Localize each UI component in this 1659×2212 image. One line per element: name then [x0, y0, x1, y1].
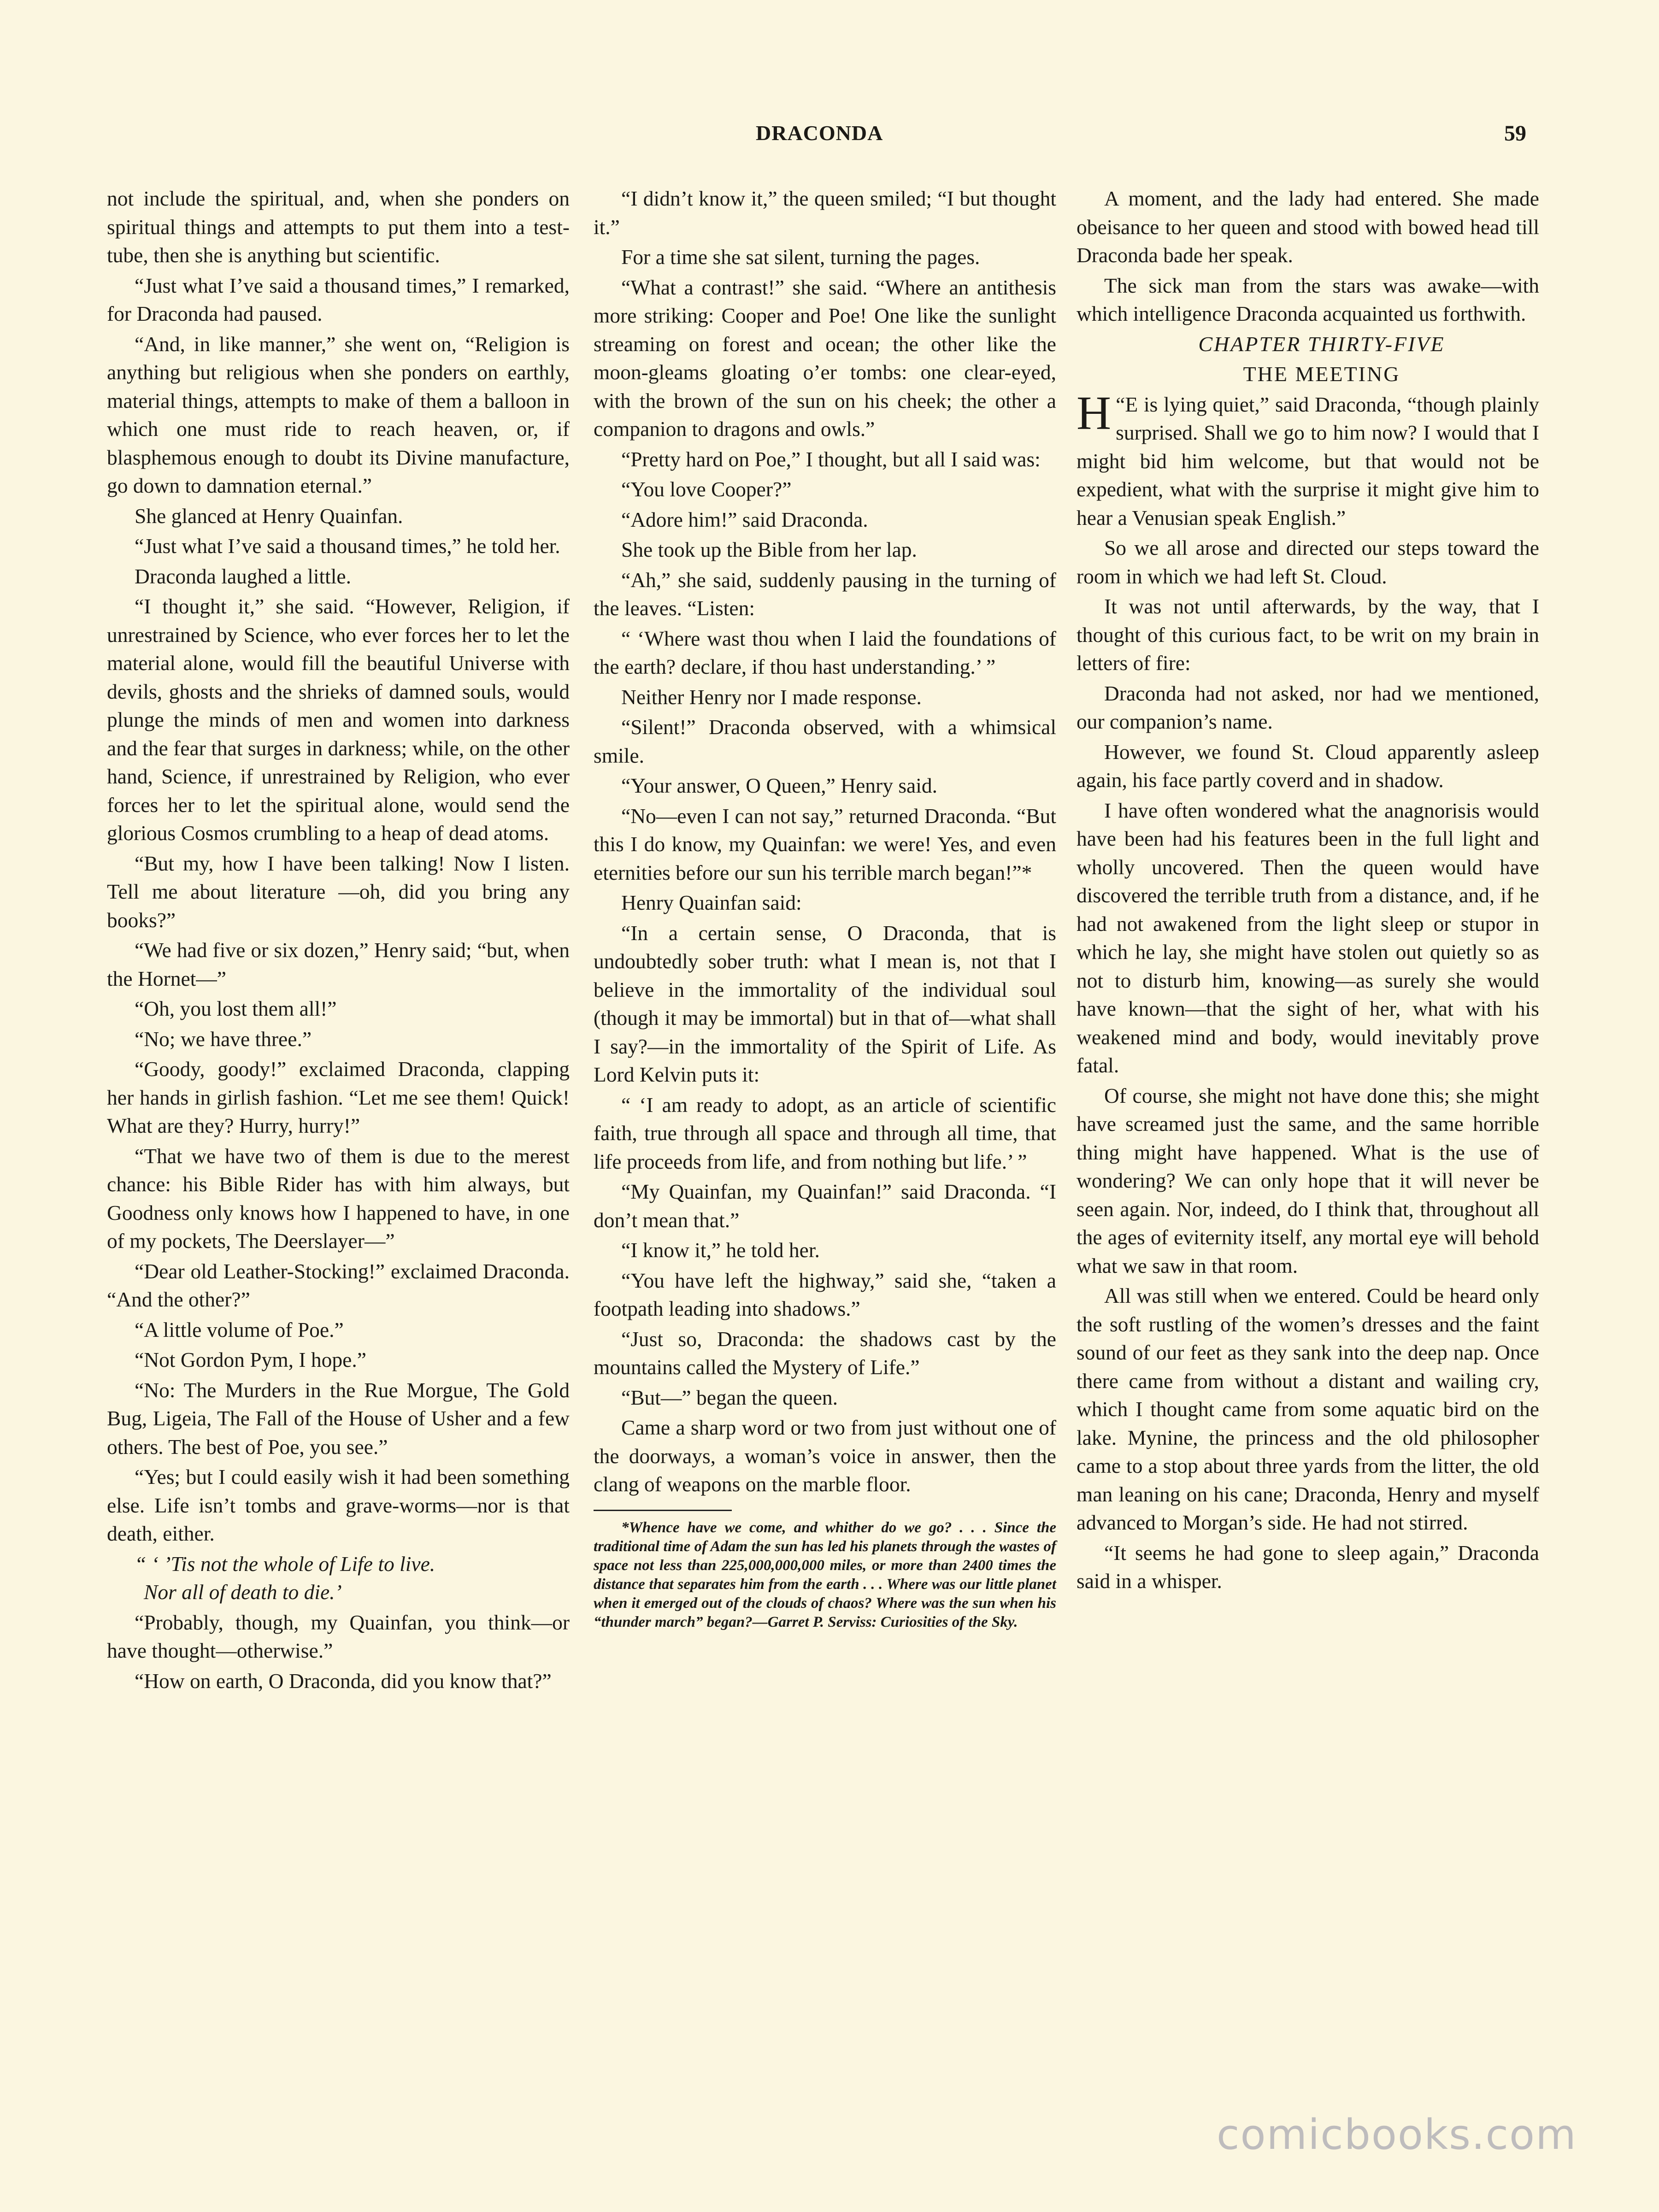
drop-cap: H — [1077, 386, 1112, 440]
paragraph: It was not until afterwards, by the way, that I thought of this curious fact, to be writ on my brain in letters of fire: — [1077, 594, 1539, 675]
paragraph: “We had five or six dozen,” Henry said; “but, when the Hornet—” — [107, 938, 570, 990]
chapter-opening-paragraph — [1077, 386, 1539, 532]
paragraph: “In a certain sense, O Draconda, that is undoubtedly sober truth: what I mean is, not that I believe in the immortality of the individual soul (though it may be immortal) but in that of—what shall I say?—in the immortality of the Spirit of Life. As Lord Kelvin puts it: — [594, 921, 1056, 1086]
paragraph: “It seems he had gone to sleep again,” Draconda said in a whisper. — [1077, 1541, 1539, 1593]
paragraph: “Probably, though, my Quainfan, you think—or have thought—otherwise.” — [107, 1610, 570, 1662]
running-title: DRACONDA — [756, 121, 883, 145]
paragraph: Neither Henry nor I made response. — [621, 685, 922, 709]
paragraph: “Goody, goody!” exclaimed Draconda, clapping her hands in girlish fashion. “Let me see them! Quick! What are they? Hurry, hurry!” — [107, 1057, 570, 1137]
opening-quote: “ — [1116, 392, 1125, 416]
paragraph: “Your answer, O Queen,” Henry said. — [621, 774, 937, 797]
page-number: 59 — [1504, 121, 1526, 146]
paragraph: Henry Quainfan said: — [621, 891, 802, 914]
paragraph: “Just what I’ve said a thousand times,” he told her. — [135, 534, 560, 558]
paragraph: “My Quainfan, my Quainfan!” said Draconda. “I don’t mean that.” — [594, 1180, 1056, 1232]
paragraph: Draconda had not asked, nor had we mentioned, our companion’s name. — [1077, 681, 1539, 733]
chapter-heading: CHAPTER THIRTY-FIVE — [1198, 332, 1445, 356]
paragraph: All was still when we entered. Could be heard only the soft rustling of the women’s dresses and the faint sound of our feet as they sank into the deep nap. Once there came from without a distant and wailing cry, which I thought came from some aquatic bird on the lake. Mynine, the princess and the old philosopher came to a stop about three yards from the litter, the old man leaning on his cane; Draconda, Henry and myself advanced to Morgan’s side. He had not stirred. — [1077, 1284, 1539, 1534]
paragraph: “No; we have three.” — [135, 1027, 312, 1051]
paragraph: “Just so, Draconda: the shadows cast by the mountains called the Mystery of Life.” — [594, 1327, 1056, 1379]
footnote: *Whence have we come, and whither do we go? . . . Since the traditional time of Adam the sun has led his planets through the wastes of space not less than 225,000,000,000 miles, or more than 2400 times the distance that separates him from the earth . . . Where was our little planet when it emerged out of the clouds of chaos? Where was the sun when his “thunder march” began?—Garret P. Serviss: Curiosities of the Sky. — [594, 1519, 1056, 1630]
paragraph: “How on earth, O Draconda, did you know that?” — [135, 1669, 552, 1693]
paragraph: For a time she sat silent, turning the pages. — [621, 245, 980, 269]
opening-text: E is lying quiet,” said Draconda, “though plainly surprised. Shall we go to him now? I would that I might bid him welcome, but that would not be expedient, what with the surprise it might give him to hear a Venusian speak English.” — [1077, 392, 1539, 529]
paragraph: “Dear old Leather-Stocking!” exclaimed Draconda. “And the other?” — [107, 1259, 570, 1311]
paragraph: “No: The Murders in the Rue Morgue, The Gold Bug, Ligeia, The Fall of the House of Usher and a few others. The best of Poe, you see.” — [107, 1378, 570, 1459]
paragraph: So we all arose and directed our steps toward the room in which we had left St. Cloud. — [1077, 536, 1539, 588]
paragraph: However, we found St. Cloud apparently asleep again, his face partly coverd and in shadow. — [1077, 740, 1539, 792]
paragraph: “But—” began the queen. — [621, 1385, 838, 1409]
paragraph: “I didn’t know it,” the queen smiled; “I but thought it.” — [594, 187, 1056, 239]
paragraph: “Pretty hard on Poe,” I thought, but all I said was: — [621, 447, 1041, 471]
paragraph: “I thought it,” she said. “However, Religion, if unrestrained by Science, who ever forces her to let the material alone, would fill the beautiful Universe with devils, ghosts and the shrieks of damned souls, would plunge the minds of men and women into darkness and the fear that surges in darkness; while, on the other hand, Science, if unrestrained by Religion, who ever forces her to let the spiritual alone, would send the glorious Cosmos crumbling to a heap of dead atoms. — [107, 594, 570, 845]
paragraph: “A little volume of Poe.” — [135, 1318, 344, 1341]
paragraph: “Ah,” she said, suddenly pausing in the turning of the leaves. “Listen: — [594, 568, 1056, 620]
paragraph: “No—even I can not say,” returned Draconda. “But this I do know, my Quainfan: we were! Yes, and even eternities before our sun his terrible march began!”* — [594, 804, 1056, 884]
paragraph: I have often wondered what the anagnorisis would have been had his features been in the full light and wholly uncovered. Then the queen would have discovered the terrible truth from a distance, and, if he had not awakened from the light sleep or stupor in which he lay, she might have stolen out quietly so as not to disturb him, knowing—as surely she would have known—that the sight of her, what with his weakened mind and body, would inevitably prove fatal. — [1077, 798, 1539, 1077]
paragraph: “I know it,” he told her. — [621, 1238, 820, 1262]
paragraph: “Just what I’ve said a thousand times,” I remarked, for Draconda had paused. — [107, 273, 570, 325]
paragraph: Draconda laughed a little. — [135, 564, 351, 588]
paragraph: “ ‘I am ready to adopt, as an article of scientific faith, true through all space and through all time, that life proceeds from life, and from nothing but life.’ ” — [594, 1093, 1056, 1173]
paragraph: “Silent!” Draconda observed, with a whimsical smile. — [594, 715, 1056, 767]
text-column-3 — [1077, 184, 1539, 1597]
paragraph: She took up the Bible from her lap. — [621, 538, 917, 561]
paragraph: “What a contrast!” she said. “Where an antithesis more striking: Cooper and Poe! One like the sunlight streaming on forest and ocean; the other like the moon-gleams gloating o’er tombs: one clear-eyed, with the brown of the sun on his cheek; the other a companion to dragons and owls.” — [594, 275, 1056, 441]
paragraph: She glanced at Henry Quainfan. — [135, 504, 403, 528]
site-watermark: comicbooks.com — [1217, 2111, 1577, 2159]
paragraph: “Oh, you lost them all!” — [135, 997, 337, 1020]
paragraph: The sick man from the stars was awake—with which intelligence Draconda acquainted us forthwith. — [1077, 273, 1539, 325]
footnote-rule — [594, 1510, 732, 1511]
text-column-2 — [594, 184, 1056, 1634]
verse-line: “ ‘ ’Tis not the whole of Life to live. — [135, 1552, 435, 1576]
paragraph: “That we have two of them is due to the merest chance: his Bible Rider has with him always, but Goodness only knows how I happened to have, in one of my pockets, The Deerslayer—” — [107, 1144, 570, 1253]
paragraph: not include the spiritual, and, when she ponders on spiritual things and attempts to put them into a test-tube, then she is anything but scientific. — [107, 187, 570, 267]
verse-line: Nor all of death to die.’ — [144, 1580, 342, 1604]
paragraph: “Yes; but I could easily wish it had been something else. Life isn’t tombs and grave-worms—nor is that death, either. — [107, 1465, 570, 1545]
paragraph: “Not Gordon Pym, I hope.” — [135, 1348, 366, 1371]
text-column-1 — [107, 184, 570, 1697]
paragraph: A moment, and the lady had entered. She made obeisance to her queen and stood with bowed head till Draconda bade her speak. — [1077, 187, 1539, 267]
paragraph: “ ‘Where wast thou when I laid the foundations of the earth? declare, if thou hast understanding.’ ” — [594, 626, 1056, 678]
paragraph: “Adore him!” said Draconda. — [621, 507, 868, 531]
paragraph: “You have left the highway,” said she, “taken a footpath leading into shadows.” — [594, 1268, 1056, 1320]
paragraph: “And, in like manner,” she went on, “Religion is anything but religious when she ponders on earthly, material things, attempts to make of them a balloon in which one must ride to reach heaven, or, if blasphemous enough to doubt its Divine manufacture, go down to damnation eternal.” — [107, 332, 570, 497]
chapter-title: THE MEETING — [1243, 362, 1400, 386]
paragraph: “But my, how I have been talking! Now I listen. Tell me about literature —oh, did you bring any books?” — [107, 851, 570, 932]
paragraph: Of course, she might not have done this; she might have screamed just the same, and the same horrible thing might have happened. What is the use of wondering? We can only hope that it will never be seen again. Nor, indeed, do I think that, throughout all the ages of eviternity itself, any mortal eye will behold what we saw in that room. — [1077, 1083, 1539, 1277]
paragraph: Came a sharp word or two from just without one of the doorways, a woman’s voice in answer, then the clang of weapons on the marble floor. — [594, 1416, 1056, 1496]
paragraph: “You love Cooper?” — [621, 477, 792, 501]
